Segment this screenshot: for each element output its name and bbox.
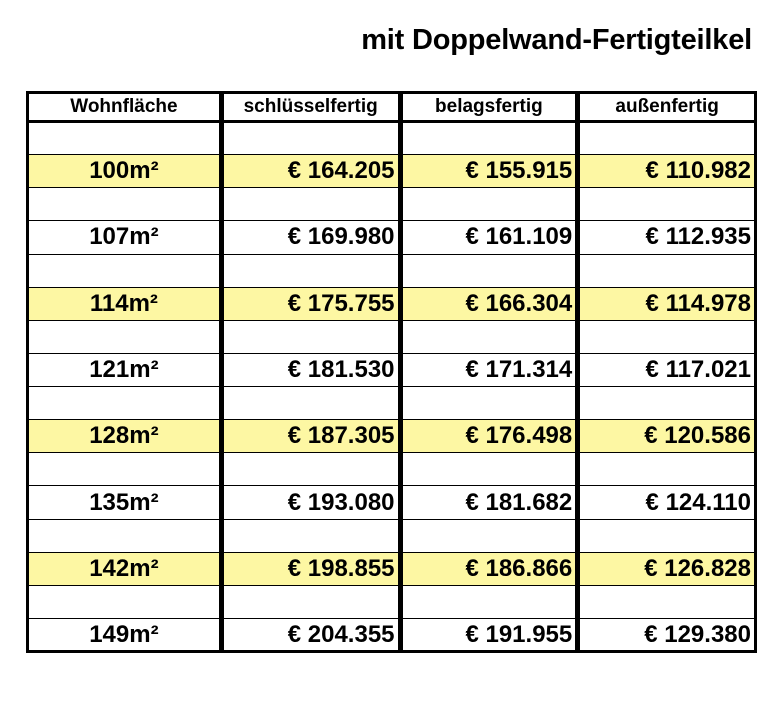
table-row xyxy=(28,619,756,652)
table-body xyxy=(28,122,756,652)
empty-cell xyxy=(400,519,578,552)
area-cell: 128m² xyxy=(28,420,222,453)
table-row xyxy=(28,353,756,386)
empty-cell xyxy=(221,122,400,155)
empty-cell xyxy=(221,453,400,486)
schluesselfertig-cell: € 169.980 xyxy=(221,221,400,254)
empty-cell xyxy=(578,453,756,486)
table-row xyxy=(28,552,756,585)
area-cell: 135m² xyxy=(28,486,222,519)
empty-cell xyxy=(221,188,400,221)
belagsfertig-cell: € 186.866 xyxy=(400,552,578,585)
area-cell: 149m² xyxy=(28,619,222,652)
empty-cell xyxy=(578,122,756,155)
empty-cell xyxy=(400,387,578,420)
schluesselfertig-cell: € 187.305 xyxy=(221,420,400,453)
spacer-row xyxy=(28,188,756,221)
column-header-wohnflaeche: Wohnfläche xyxy=(28,93,222,122)
belagsfertig-cell: € 191.955 xyxy=(400,619,578,652)
area-cell: 107m² xyxy=(28,221,222,254)
column-header-aussenfertig: außenfertig xyxy=(578,93,756,122)
column-header-belagsfertig: belagsfertig xyxy=(400,93,578,122)
spacer-row xyxy=(28,387,756,420)
schluesselfertig-cell: € 204.355 xyxy=(221,619,400,652)
price-table xyxy=(26,91,757,653)
belagsfertig-cell: € 171.314 xyxy=(400,353,578,386)
empty-cell xyxy=(28,320,222,353)
aussenfertig-cell: € 126.828 xyxy=(578,552,756,585)
schluesselfertig-cell: € 198.855 xyxy=(221,552,400,585)
empty-cell xyxy=(28,254,222,287)
empty-cell xyxy=(578,188,756,221)
empty-cell xyxy=(28,519,222,552)
aussenfertig-cell: € 114.978 xyxy=(578,287,756,320)
belagsfertig-cell: € 181.682 xyxy=(400,486,578,519)
spacer-row xyxy=(28,122,756,155)
table-row xyxy=(28,221,756,254)
aussenfertig-cell: € 124.110 xyxy=(578,486,756,519)
empty-cell xyxy=(578,387,756,420)
spacer-row xyxy=(28,453,756,486)
area-cell: 121m² xyxy=(28,353,222,386)
empty-cell xyxy=(400,453,578,486)
empty-cell xyxy=(400,122,578,155)
empty-cell xyxy=(578,586,756,619)
empty-cell xyxy=(578,320,756,353)
schluesselfertig-cell: € 193.080 xyxy=(221,486,400,519)
table-row xyxy=(28,287,756,320)
aussenfertig-cell: € 112.935 xyxy=(578,221,756,254)
area-cell: 142m² xyxy=(28,552,222,585)
table-row xyxy=(28,155,756,188)
aussenfertig-cell: € 110.982 xyxy=(578,155,756,188)
belagsfertig-cell: € 155.915 xyxy=(400,155,578,188)
spacer-row xyxy=(28,519,756,552)
empty-cell xyxy=(400,586,578,619)
page-title: mit Doppelwand-Fertigteilkel xyxy=(361,24,752,56)
empty-cell xyxy=(28,387,222,420)
spacer-row xyxy=(28,320,756,353)
empty-cell xyxy=(221,254,400,287)
table-header-row xyxy=(28,93,756,122)
empty-cell xyxy=(221,586,400,619)
schluesselfertig-cell: € 175.755 xyxy=(221,287,400,320)
empty-cell xyxy=(221,519,400,552)
aussenfertig-cell: € 117.021 xyxy=(578,353,756,386)
table-row xyxy=(28,420,756,453)
empty-cell xyxy=(578,254,756,287)
schluesselfertig-cell: € 181.530 xyxy=(221,353,400,386)
area-cell: 100m² xyxy=(28,155,222,188)
belagsfertig-cell: € 176.498 xyxy=(400,420,578,453)
table-row xyxy=(28,486,756,519)
empty-cell xyxy=(400,254,578,287)
empty-cell xyxy=(221,387,400,420)
empty-cell xyxy=(221,320,400,353)
empty-cell xyxy=(28,188,222,221)
spacer-row xyxy=(28,586,756,619)
area-cell: 114m² xyxy=(28,287,222,320)
belagsfertig-cell: € 161.109 xyxy=(400,221,578,254)
empty-cell xyxy=(400,188,578,221)
empty-cell xyxy=(28,453,222,486)
aussenfertig-cell: € 129.380 xyxy=(578,619,756,652)
aussenfertig-cell: € 120.586 xyxy=(578,420,756,453)
empty-cell xyxy=(400,320,578,353)
belagsfertig-cell: € 166.304 xyxy=(400,287,578,320)
empty-cell xyxy=(28,586,222,619)
empty-cell xyxy=(578,519,756,552)
empty-cell xyxy=(28,122,222,155)
column-header-schluesselfertig: schlüsselfertig xyxy=(221,93,400,122)
schluesselfertig-cell: € 164.205 xyxy=(221,155,400,188)
spacer-row xyxy=(28,254,756,287)
